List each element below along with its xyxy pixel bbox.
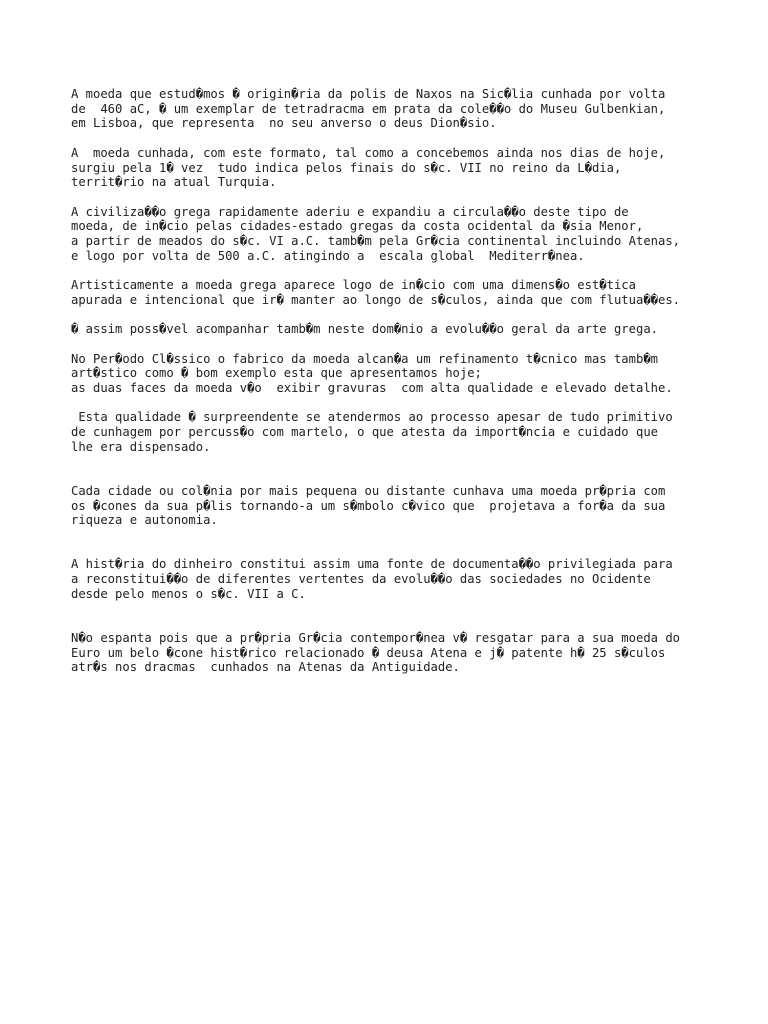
text-line: Euro um belo �cone hist�rico relacionado � deusa Atena e j� patente h� 25 s�culos — [71, 645, 666, 660]
text-line: A moeda cunhada, com este formato, tal como a concebemos ainda nos dias de hoje, — [71, 145, 666, 160]
paragraph-spacer — [71, 337, 751, 352]
text-line: A moeda que estud�mos � origin�ria da polis de Naxos na Sic�lia cunhada por volta — [71, 87, 666, 101]
paragraph-7 — [71, 410, 751, 454]
paragraph-spacer — [71, 263, 751, 278]
text-line: as duas faces da moeda v�o exibir gravuras com alta qualidade e elevado detalhe. — [71, 380, 673, 395]
paragraph-1 — [71, 87, 751, 131]
text-line: moeda, de in�cio pelas cidades-estado gregas da costa ocidental da �sia Menor, — [71, 219, 644, 234]
paragraph-spacer — [71, 131, 751, 146]
text-line: lhe era dispensado. — [71, 439, 211, 454]
text-line: de 460 aC, � um exemplar de tetradracma em prata da cole��o do Museu Gulbenkian, — [71, 101, 666, 116]
text-line: de cunhagem por percuss�o com martelo, o que atesta da import�ncia e cuidado que — [71, 425, 658, 440]
text-line: apurada e intencional que ir� manter ao longo de s�culos, ainda que com flutua��es. — [71, 292, 681, 307]
paragraph-spacer — [71, 190, 751, 205]
paragraph-9 — [71, 557, 751, 601]
paragraph-3 — [71, 205, 751, 264]
text-line: surgiu pela 1� vez tudo indica pelos finais do s�c. VII no reino da L�dia, — [71, 160, 622, 175]
paragraph-5 — [71, 322, 751, 337]
text-line: riqueza e autonomia. — [71, 513, 218, 528]
paragraph-spacer — [71, 454, 751, 483]
paragraph-spacer — [71, 308, 751, 323]
document-body — [71, 87, 751, 675]
text-line: N�o espanta pois que a pr�pria Gr�cia contempor�nea v� resgatar para a sua moeda do — [71, 630, 681, 645]
paragraph-4 — [71, 278, 751, 307]
paragraph-10 — [71, 631, 751, 675]
paragraph-6 — [71, 352, 751, 396]
text-line: a partir de meados do s�c. VI a.C. tamb�m pela Gr�cia continental incluindo Atenas, — [71, 234, 681, 248]
text-line: A hist�ria do dinheiro constitui assim uma fonte de documenta��o privilegiada para — [71, 557, 673, 572]
paragraph-2 — [71, 146, 751, 190]
text-line: No Per�odo Cl�ssico o fabrico da moeda alcan�a um refinamento t�cnico mas tamb�m — [71, 351, 658, 366]
paragraph-spacer — [71, 601, 751, 630]
text-line: A civiliza��o grega rapidamente aderiu e expandiu a circula��o deste tipo de — [71, 204, 629, 219]
paragraph-spacer — [71, 396, 751, 411]
paragraph-spacer — [71, 528, 751, 557]
text-line: e logo por volta de 500 a.C. atingindo a escala global Mediterr�nea. — [71, 248, 585, 263]
text-line: art�stico como � bom exemplo esta que apresentamos hoje; — [71, 366, 482, 381]
text-line: a reconstitui��o de diferentes vertentes da evolu��o das sociedades no Ocidente — [71, 572, 651, 587]
text-line: atr�s nos dracmas cunhados na Atenas da Antiguidade. — [71, 660, 460, 675]
text-line: Esta qualidade � surpreendente se atendermos ao processo apesar de tudo primitivo — [71, 410, 673, 425]
text-line: Cada cidade ou col�nia por mais pequena ou distante cunhava uma moeda pr�pria com — [71, 483, 666, 498]
paragraph-8 — [71, 484, 751, 528]
text-line: territ�rio na atual Turquia. — [71, 175, 277, 190]
text-line: em Lisboa, que representa no seu anverso o deus Dion�sio. — [71, 116, 497, 131]
text-line: Artisticamente a moeda grega aparece logo de in�cio com uma dimens�o est�tica — [71, 278, 636, 293]
text-line: � assim poss�vel acompanhar tamb�m neste dom�nio a evolu��o geral da arte grega. — [71, 322, 658, 337]
text-line: os �cones da sua p�lis tornando-a um s�mbolo c�vico que projetava a for�a da sua — [71, 498, 666, 513]
text-line: desde pelo menos o s�c. VII a C. — [71, 586, 306, 601]
